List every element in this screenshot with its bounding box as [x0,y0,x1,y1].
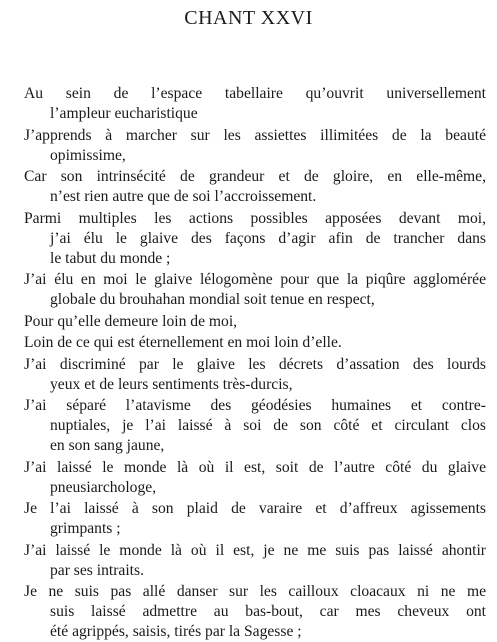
poem-body [24,84,486,642]
verse-continuation-line: le tabut du monde ; [50,249,171,267]
verse-continuation-line: nuptiales, je l’ai laissé à soi de son côté et circulant clos [50,417,486,434]
verse-continuation-line: opimissime, [50,146,126,164]
verse-line: Car son intrinsécité de grandeur et de gloire, en elle-même, [24,168,486,185]
verse-line: J’ai discriminé par le glaive les décrets d’assation des lourds [24,355,486,373]
verse-continuation-line: pneusiarchologe, [50,478,157,496]
verse-line: J’ai laissé le monde là où il est, je ne me suis pas laissé ahontir [24,541,486,559]
verse [24,458,486,498]
verse-continuation-line: globale du brouhahan mondial soit tenue en respect, [50,291,375,308]
verse-line: Pour qu’elle demeure loin de moi, [24,312,238,330]
verse-line: Je ne suis pas allé danser sur les cailloux cloacaux ni ne me [24,583,486,600]
verse [24,355,486,395]
verse-continuation-line: été agrippés, saisis, tirés par la Sagesse ; [50,623,302,640]
verse [24,396,486,456]
verse [24,312,486,332]
verse-line: Au sein de l’espace tabellaire qu’ouvrit universellement [24,85,486,102]
verse-continuation-line: grimpants ; [50,520,121,537]
verse-line: J’apprends à marcher sur les assiettes illimitées de la beauté [24,126,486,144]
chapter-title: CHANT XXVI [184,7,313,29]
verse [24,270,486,310]
verse-continuation-line: par ses intraits. [50,561,144,579]
verse-line: J’ai laissé le monde là où il est, soit de l’autre côté du glaive [24,458,486,476]
verse-continuation-line: suis laissé admettre au bas-bout, car mes cheveux ont [50,603,486,620]
verse-line: Je l’ai laissé à son plaid de varaire et d’affreux agissements [24,500,486,517]
verse [24,209,486,269]
verse-continuation-line: j’ai élu le glaive des façons d’agir afin de trancher dans [50,229,486,247]
verse-line: J’ai séparé l’atavisme des géodésies humaines et contre- [24,397,486,414]
verse [24,167,486,207]
verse-continuation-line: l’ampleur eucharistique [50,105,198,122]
verse [24,84,486,124]
verse-continuation-line: en son sang jaune, [50,437,165,454]
verse-line: Parmi multiples les actions possibles apposées devant moi, [24,209,486,227]
verse [24,541,486,581]
verse [24,582,486,642]
verse [24,126,486,166]
verse-continuation-line: yeux et de leurs sentiments très-durcis, [50,375,293,393]
verse-continuation-line: n’est rien autre que de soi l’accroissement. [50,188,317,205]
verse-line: J’ai élu en moi le glaive lélogomène pour que la piqûre agglomérée [24,271,486,288]
verse-line: Loin de ce qui est éternellement en moi loin d’elle. [24,334,342,351]
verse [24,499,486,539]
verse [24,333,486,353]
